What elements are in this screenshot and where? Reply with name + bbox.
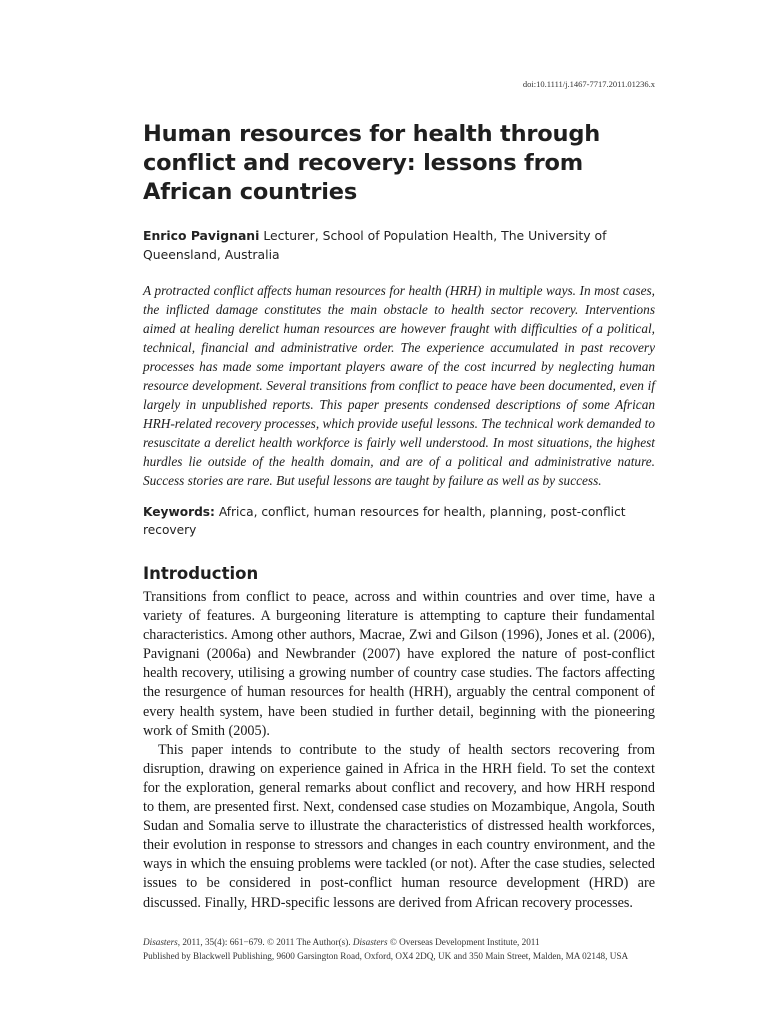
doi-line[interactable]: doi:10.1111/j.1467-7717.2011.01236.x bbox=[522, 79, 655, 89]
paragraph-1: Transitions from conflict to peace, across and within countries and over time, have a variety of features. A burgeoning literature is attempting to capture their fundamental characteristics. Among other authors, Macrae, Zwi and Gilson (1996), Jones et al. (2006), Pavignani (2006a) and Newbrander (2007) have explored the nature of post-conflict health recovery, utilising a growing number of country case studies. The factors affecting the resurgence of human resources for health (HRH), arguably the central component of every health system, have been studied in further detail, beginning with the pioneering work of Smith (2005). bbox=[143, 589, 655, 739]
keywords bbox=[143, 503, 663, 539]
paragraph-2: This paper intends to contribute to the study of health sectors recovering from disruption, drawing on experience gained in Africa in the HRH field. To set the context for the exploration, general remarks about conflict and recovery, and how HRH respond to them, are presented first. Next, condensed case studies on Mozambique, Angola, South Sudan and Somalia serve to illustrate the characteristics of distressed health workforces, their evolution in response to stressors and changes in each country environment, and the ways in which the ensuing problems were tackled (or not). After the case studies, selected issues to be considered in post-conflict human resource development (HRD) are discussed. Finally, HRD-specific lessons are derived from African recovery processes. bbox=[143, 741, 655, 911]
page-footer bbox=[143, 935, 663, 963]
author-name: Enrico Pavignani bbox=[143, 228, 260, 243]
footer-journal: Disasters bbox=[143, 937, 178, 947]
keywords-text: Africa, conflict, human resources for health, planning, post-conflict recovery bbox=[143, 505, 626, 537]
section-heading-introduction: Introduction bbox=[143, 564, 259, 583]
article-title: Human resources for health through conflict and recovery: lessons from African countries bbox=[143, 121, 601, 205]
author-line bbox=[143, 226, 643, 264]
keywords-label: Keywords: bbox=[143, 505, 215, 519]
footer-copyright: © Overseas Development Institute, 2011 bbox=[387, 937, 540, 947]
footer-journal-2: Disasters bbox=[352, 937, 388, 947]
abstract: A protracted conflict affects human resources for health (HRH) in multiple ways. In most cases, the inflicted damage constitutes the main obstacle to health sector recovery. Interventions aimed at healing derelict human resources are however fraught with difficulties of a political, technical, financial and administrative order. The experience accumulated in past recovery processes has made some important players aware of the cost incurred by neglecting human resource development. Several transitions from conflict to peace have been documented, even if largely in unpublished reports. This paper presents condensed descriptions of some African HRH-related recovery processes, which provide useful lessons. The technical work demanded to resuscitate a derelict health workforce is fairly well understood. In most situations, the highest hurdles lie outside of the health domain, and are of a political and administrative nature. Success stories are rare. But useful lessons are taught by failure as well as by success. bbox=[143, 283, 655, 488]
introduction-body bbox=[143, 588, 655, 913]
footer-citation-text: , 2011, 35(4): 661−679. © 2011 The Author(s). bbox=[177, 937, 353, 947]
footer-publisher: Published by Blackwell Publishing, 9600 Garsington Road, Oxford, OX4 2DQ, UK and 350 Main Street, Malden, MA 02148, USA bbox=[143, 951, 629, 961]
footer-citation bbox=[143, 935, 663, 949]
author-affiliation: Lecturer, School of Population Health, The University of Queensland, Australia bbox=[143, 228, 607, 262]
